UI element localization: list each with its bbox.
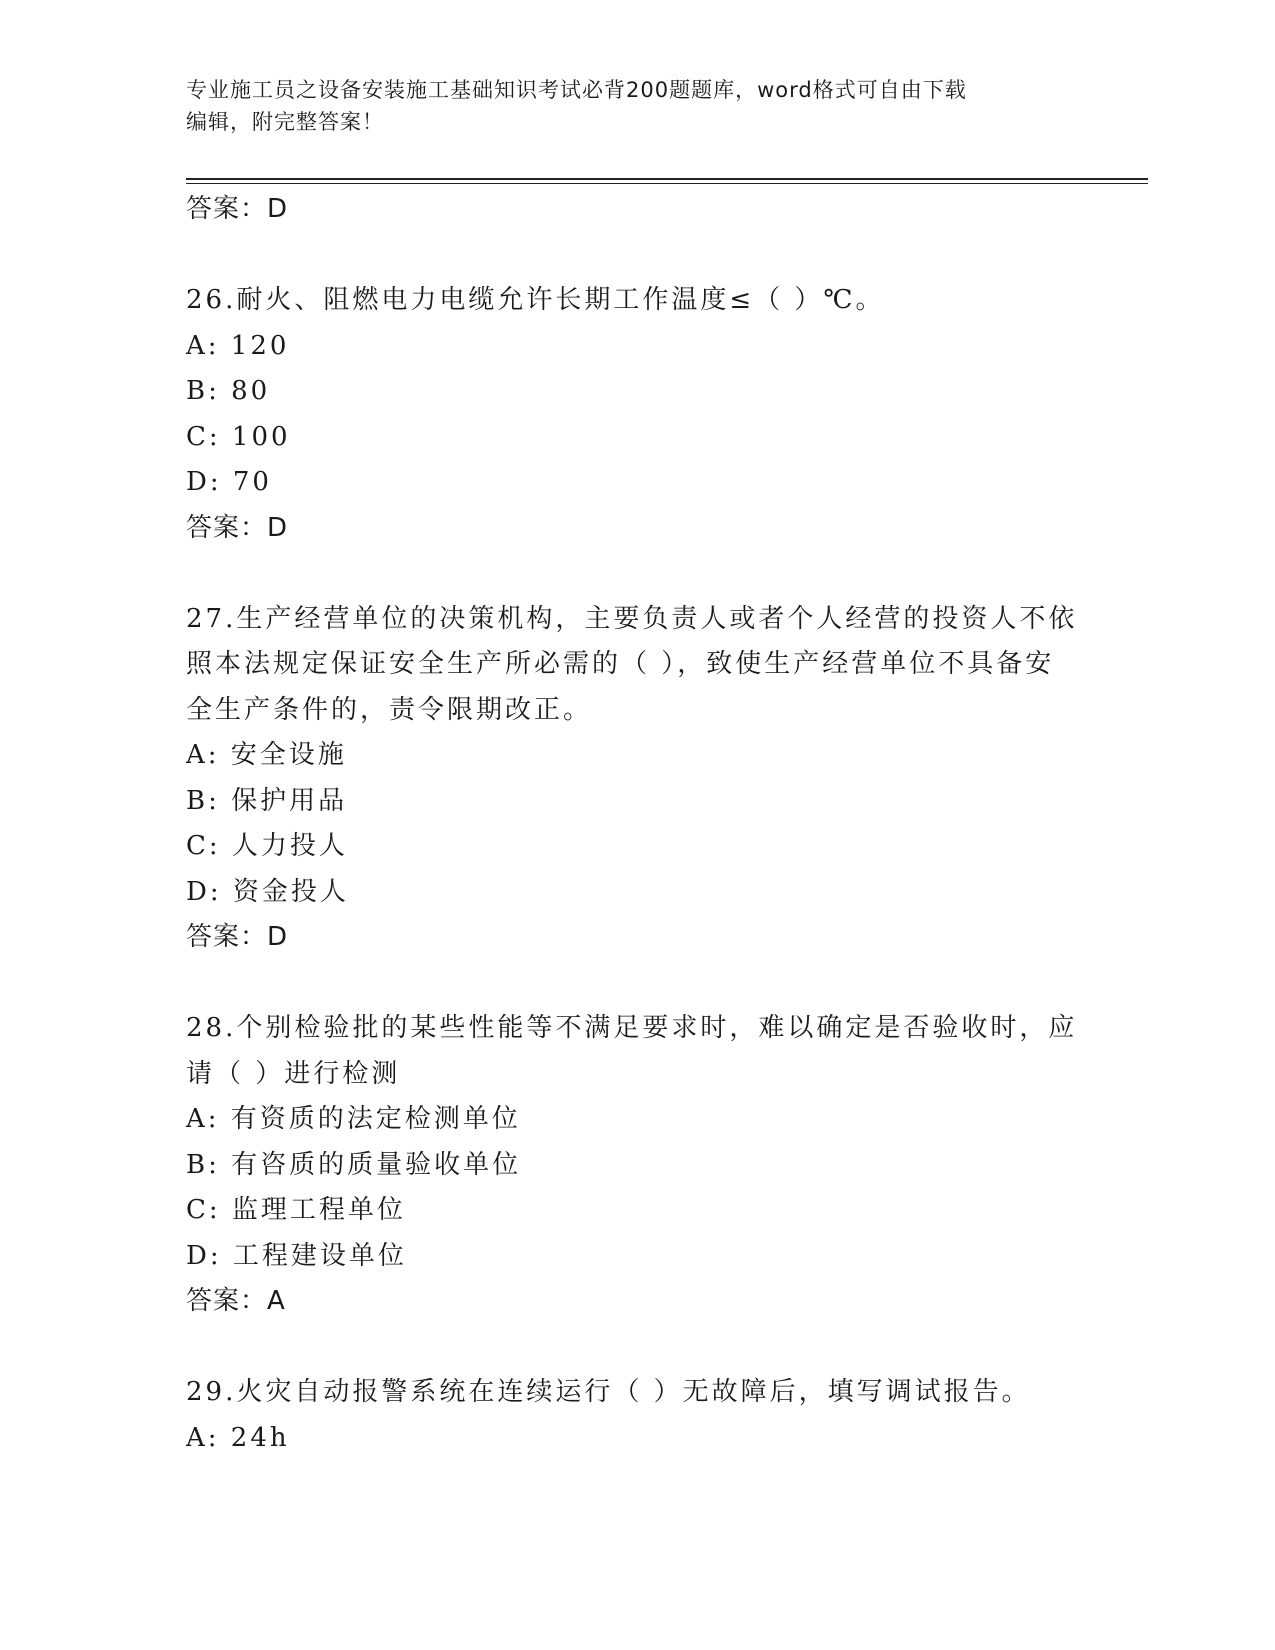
spacer: [186, 551, 1086, 597]
question-block-27: [186, 597, 1086, 961]
option-d: D: 工程建设单位: [186, 1240, 407, 1271]
header-line-2: 编辑，附完整答案！: [186, 110, 384, 134]
option-a: A: 120: [186, 330, 290, 361]
option-a: A: 安全设施: [186, 740, 347, 770]
question-text: 全生产条件的，责令限期改正。: [186, 694, 593, 725]
answer-line: 答案：D: [186, 922, 289, 952]
option-b: B: 保护用品: [186, 785, 348, 816]
answer-line: 答案：D: [186, 194, 289, 224]
option-d: D: 资金投人: [186, 876, 349, 907]
answer-line: 答案：D: [186, 512, 289, 543]
header-divider-thick: [186, 178, 1148, 180]
document-header: [186, 74, 1086, 138]
question-text: 26.耐火、阻燃电力电缆允许长期工作温度≤（ ）℃。: [186, 285, 885, 315]
question-block-28: [186, 1006, 1086, 1325]
spacer: [186, 233, 1086, 279]
option-c: C: 监理工程单位: [186, 1195, 406, 1225]
question-text: 请（ ）进行检测: [186, 1058, 401, 1089]
option-b: B: 80: [186, 376, 271, 406]
option-a: A: 有资质的法定检测单位: [186, 1104, 521, 1134]
option-a: A: 24h: [186, 1422, 290, 1453]
question-text: 照本法规定保证安全生产所必需的（ ），致使生产经营单位不具备安: [186, 649, 1055, 679]
option-b: B: 有咨质的质量验收单位: [186, 1149, 522, 1180]
option-c: C: 100: [186, 421, 291, 452]
question-block-29: [186, 1370, 1086, 1461]
option-c: C: 人力投人: [186, 831, 348, 861]
header-line-1: 专业施工员之设备安装施工基础知识考试必背200题题库，word格式可自由下载: [186, 78, 967, 102]
question-text: 29.火灾自动报警系统在连续运行（ ）无故障后，填写调试报告。: [186, 1377, 1031, 1407]
header-divider-thin: [186, 183, 1148, 184]
spacer: [186, 961, 1086, 1007]
question-text: 28.个别检验批的某些性能等不满足要求时，难以确定是否验收时，应: [186, 1013, 1078, 1043]
option-d: D: 70: [186, 467, 272, 497]
question-block-26: [186, 278, 1086, 551]
spacer: [186, 1325, 1086, 1371]
question-text: 27.生产经营单位的决策机构，主要负责人或者个人经营的投资人不依: [186, 603, 1078, 634]
answer-line: 答案：A: [186, 1286, 286, 1316]
document-body: [186, 187, 1086, 1461]
